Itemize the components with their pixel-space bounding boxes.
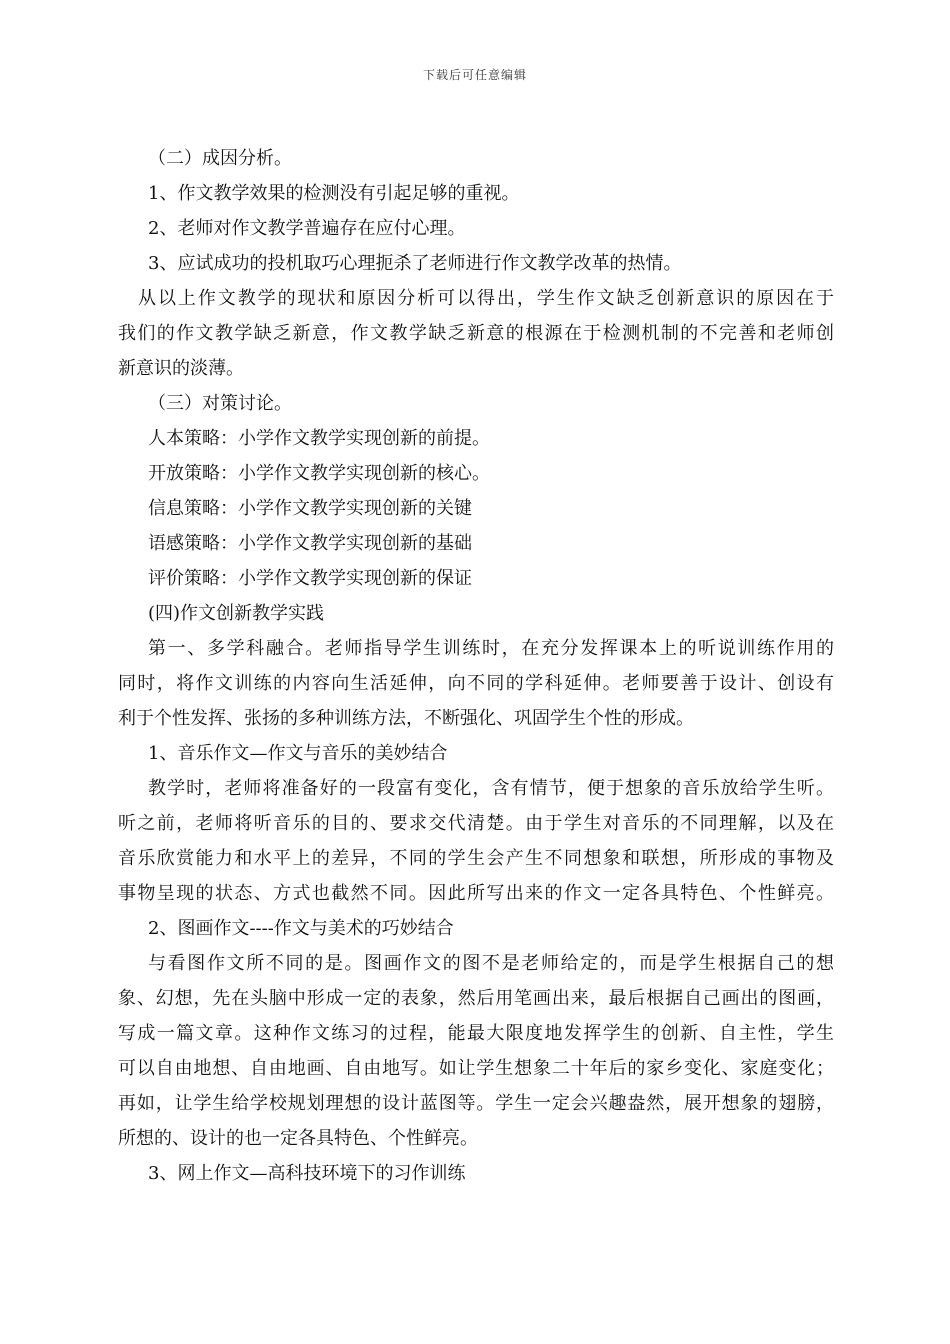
subheading-music-composition: 1、音乐作文—作文与音乐的美妙结合 — [148, 743, 448, 764]
paragraph-line: 从以上作文教学的现状和原因分析可以得出，学生作文缺乏创新意识的原因在于 — [138, 288, 834, 309]
strategy-item: 语感策略：小学作文教学实现创新的基础 — [148, 533, 472, 554]
strategy-item: 人本策略：小学作文教学实现创新的前提。 — [148, 428, 490, 449]
paragraph-line: 利于个性发挥、张扬的多种训练方法，不断强化、巩固学生个性的形成。 — [118, 708, 694, 729]
paragraph-line: 同时，将作文训练的内容向生活延伸，向不同的学科延伸。老师要善于设计、创设有 — [118, 673, 834, 694]
list-item: 1、作文教学效果的检测没有引起足够的重视。 — [148, 183, 520, 204]
strategy-item: 评价策略：小学作文教学实现创新的保证 — [148, 568, 472, 589]
list-item: 2、老师对作文教学普遍存在应付心理。 — [148, 218, 466, 239]
paragraph-line: 音乐欣赏能力和水平上的差异，不同的学生会产生不同想象和联想，所形成的事物及 — [118, 848, 834, 869]
paragraph-line: 教学时，老师将准备好的一段富有变化，含有情节，便于想象的音乐放给学生听。 — [148, 778, 834, 799]
section-heading-strategies: （三）对策讨论。 — [148, 393, 292, 414]
strategy-item: 信息策略：小学作文教学实现创新的关键 — [148, 498, 472, 519]
list-item: 3、应试成功的投机取巧心理扼杀了老师进行作文教学改革的热情。 — [148, 253, 682, 274]
paragraph-line: 再如，让学生给学校规划理想的设计蓝图等。学生一定会兴趣盎然，展开想象的翅膀， — [118, 1093, 834, 1114]
section-heading-causes: （二）成因分析。 — [148, 148, 292, 169]
paragraph-line: 新意识的淡薄。 — [118, 358, 244, 379]
paragraph-line: 所想的、设计的也一定各具特色、个性鲜亮。 — [118, 1128, 478, 1149]
subheading-picture-composition: 2、图画作文----作文与美术的巧妙结合 — [148, 918, 454, 939]
strategy-item: 开放策略：小学作文教学实现创新的核心。 — [148, 463, 490, 484]
paragraph-line: 可以自由地想、自由地画、自由地写。如让学生想象二十年后的家乡变化、家庭变化； — [118, 1058, 834, 1079]
section-heading-practice: (四)作文创新教学实践 — [148, 603, 325, 624]
paragraph-line: 第一、多学科融合。老师指导学生训练时，在充分发挥课本上的听说训练作用的 — [148, 638, 834, 659]
paragraph-line: 我们的作文教学缺乏新意，作文教学缺乏新意的根源在于检测机制的不完善和老师创 — [118, 323, 834, 344]
paragraph-line: 听之前，老师将听音乐的目的、要求交代清楚。由于学生对音乐的不同理解，以及在 — [118, 813, 834, 834]
subheading-online-composition: 3、网上作文—高科技环境下的习作训练 — [148, 1163, 466, 1184]
paragraph-line: 与看图作文所不同的是。图画作文的图不是老师给定的，而是学生根据自己的想 — [148, 953, 834, 974]
paragraph-line: 事物呈现的状态、方式也截然不同。因此所写出来的作文一定各具特色、个性鲜亮。 — [118, 883, 834, 904]
paragraph-line: 象、幻想，先在头脑中形成一定的表象，然后用笔画出来，最后根据自己画出的图画， — [118, 988, 834, 1009]
paragraph-line: 写成一篇文章。这种作文练习的过程，能最大限度地发挥学生的创新、自主性，学生 — [118, 1023, 834, 1044]
page-header: 下载后可任意编辑 — [422, 68, 527, 82]
document-body — [118, 141, 834, 1191]
